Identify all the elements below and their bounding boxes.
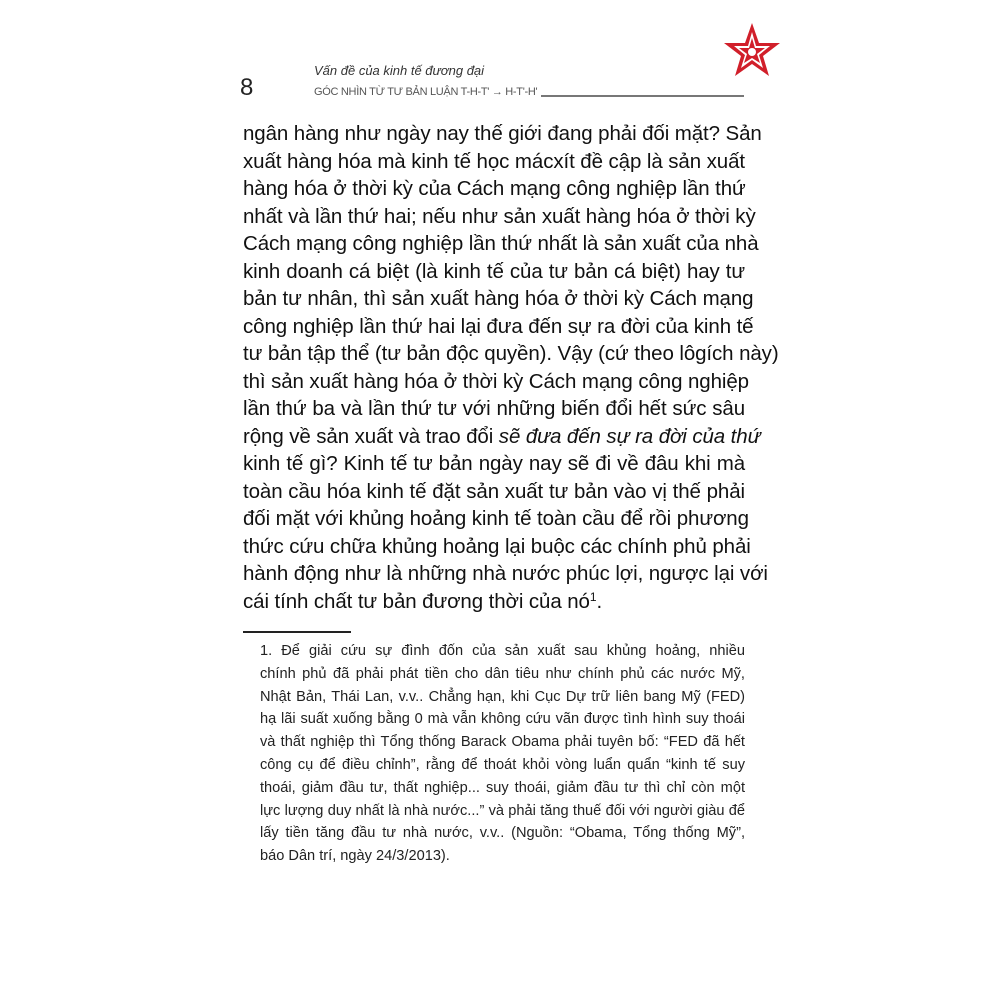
- body-line: kinh tế gì? Kinh tế tư bản ngày nay sẽ đi về đâu khi mà: [243, 452, 745, 475]
- body-line: thì sản xuất hàng hóa ở thời kỳ Cách mạng công nghiệp: [243, 369, 749, 393]
- body-line: Cách mạng công nghiệp lần thứ nhất là sản xuất của nhà: [243, 232, 759, 255]
- body-last-line: [243, 588, 745, 616]
- body-line-start: rộng về sản xuất và trao đổi: [243, 424, 499, 448]
- body-line: thức cứu chữa khủng hoảng lại buộc các chính phủ phải: [243, 534, 751, 558]
- running-title: Vấn đề của kinh tế đương đại: [314, 63, 485, 78]
- footnote-rule: [243, 631, 351, 633]
- body-last-line-text: cái tính chất tư bản đương thời của nó: [243, 589, 590, 613]
- body-line: tư bản tập thể (tư bản độc quyền). Vậy (cứ theo lôgích này): [243, 342, 779, 365]
- running-subtitle: GÓC NHÌN TỪ TƯ BẢN LUẬN T-H-T' → H-T'-H': [314, 86, 538, 98]
- body-line: ngân hàng như ngày nay thế giới đang phải đối mặt? Sản: [243, 122, 762, 145]
- footnote-line: thoái, giảm đầu tư, thất nghiệp... suy thoái, giảm đầu tư thì chỉ còn một: [260, 779, 745, 796]
- body-line-italic-mix: [243, 423, 761, 451]
- footnote-line: chính phủ đã phải phát tiền cho dân tiêu như chính phủ các nước Mỹ,: [260, 665, 745, 682]
- footnote-reference[interactable]: 1: [589, 589, 597, 604]
- body-line: kinh doanh cá biệt (là kinh tế của tư bản cá biệt) hay tư: [243, 259, 745, 283]
- body-last-line-end: .: [596, 589, 603, 613]
- body-line: đối mặt với khủng hoảng kinh tế toàn cầu để rồi phương: [243, 507, 749, 530]
- footnote-line: báo Dân trí, ngày 24/3/2013).: [260, 848, 450, 865]
- body-line: xuất hàng hóa mà kinh tế học mácxít đề cập là sản xuất: [243, 149, 745, 173]
- body-line: lần thứ ba và lần thứ tư với những biến đổi hết sức sâu: [243, 397, 745, 420]
- body-line: bản tư nhân, thì sản xuất hàng hóa ở thời kỳ Cách mạng: [243, 287, 754, 310]
- body-line: hàng hóa ở thời kỳ của Cách mạng công nghiệp lần thứ: [243, 177, 746, 200]
- footnote-line: công cụ để điều chỉnh”, rằng để thoát khỏi vòng luẩn quẩn “kinh tế suy: [260, 756, 745, 773]
- body-line: hành động như là những nhà nước phúc lợi, ngược lại với: [243, 562, 768, 585]
- footnote-line: lực lượng duy nhất là nhà nước...” và phải tăng thuế đối với người giàu để: [260, 802, 745, 819]
- body-line: nhất và lần thứ hai; nếu như sản xuất hàng hóa ở thời kỳ: [243, 204, 756, 228]
- body-text: [243, 120, 779, 615]
- body-line: công nghiệp lần thứ hai lại đưa đến sự ra đời của kinh tế: [243, 314, 754, 338]
- italic-phrase: sẽ đưa đến sự ra đời của thứ: [498, 424, 761, 448]
- footnote-line: hạ lãi suất xuống bằng 0 mà vẫn không cứu vãn được tình hình suy thoái: [260, 711, 745, 728]
- footnote: [243, 640, 745, 868]
- page-number: 8: [240, 74, 254, 101]
- footnote-line: Nhật Bản, Thái Lan, v.v.. Chẳng hạn, khi Cục Dự trữ liên bang Mỹ (FED): [260, 688, 745, 705]
- footnote-line: lấy tiền tăng đầu tư nhà nước, v.v.. (Nguồn: “Obama, Tổng thống Mỹ”,: [260, 825, 745, 842]
- header-rule: [541, 95, 744, 97]
- footnote-line: và thất nghiệp thì Tổng thống Barack Obama phải tuyên bố: “FED đã hết: [260, 734, 745, 751]
- body-line: toàn cầu hóa kinh tế đặt sản xuất tư bản vào vị thế phải: [243, 479, 745, 503]
- red-star-publisher-logo-icon: [722, 22, 782, 82]
- footnote-line: 1. Để giải cứu sự đình đốn của sản xuất sau khủng hoảng, nhiều: [260, 643, 745, 659]
